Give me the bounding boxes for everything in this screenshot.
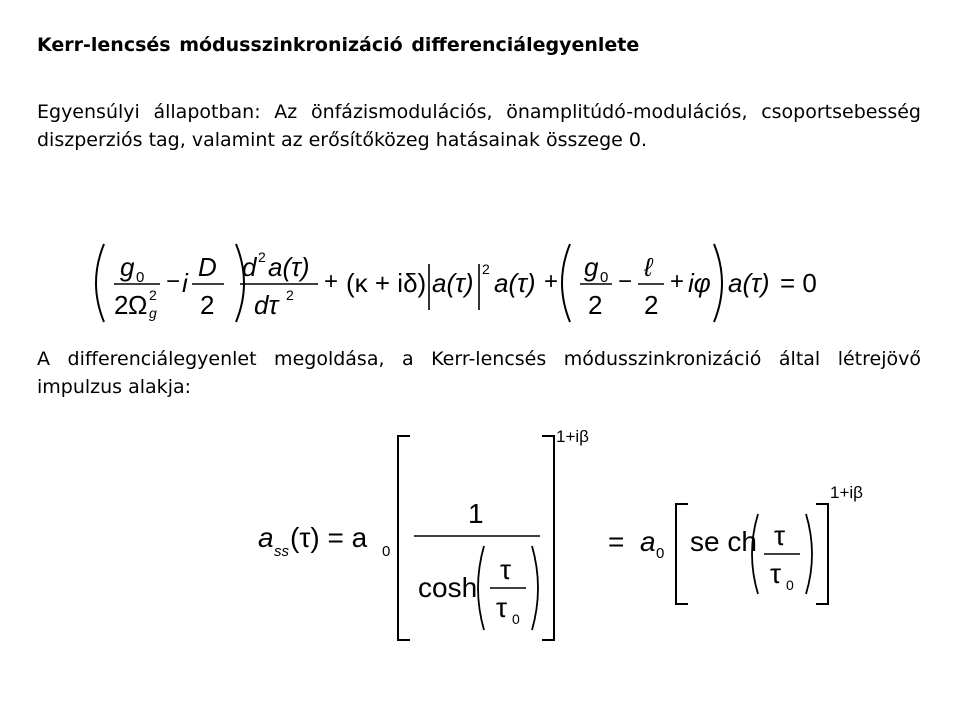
eq1-plus3: +	[670, 268, 685, 295]
eq2-cosh: cosh	[418, 572, 478, 603]
eq2-sech: se ch	[690, 526, 757, 557]
eq2-tau-den: τ	[496, 592, 508, 623]
eq1-D: D	[198, 252, 217, 282]
paragraph-equilibrium: Egyensúlyi állapotban: Az önfázismodulációs, önamplitúdó-modulációs, csoportsebesség diszperziós tag, valamint az erősítőközeg hatásainak összege 0.	[37, 101, 921, 151]
eq2-exp1: 1+iβ	[556, 427, 589, 446]
eq1-g0: g	[120, 252, 135, 282]
eq1-g0-sub: 0	[136, 269, 145, 286]
eq2-equals: =	[608, 526, 625, 557]
eq1-a-tau2: a(τ)	[494, 268, 536, 298]
eq2-lhs-sub: ss	[274, 543, 289, 560]
eq1-equals: = 0	[780, 268, 817, 298]
solution-equation	[258, 428, 878, 648]
eq1-two3: 2	[644, 290, 659, 320]
eq1-i-phi: iφ	[688, 268, 711, 298]
slide-title: Kerr-lencsés módusszinkronizáció differenciálegyenlete	[37, 34, 640, 56]
eq1-abs-sup: 2	[482, 261, 490, 277]
eq2-one: 1	[468, 498, 484, 529]
eq1-two1: 2	[200, 290, 215, 320]
eq1-minus1: −	[166, 268, 181, 295]
eq1-d: d	[242, 252, 257, 282]
eq2-tau-den2-sub: 0	[786, 577, 794, 593]
eq1-omega-sup: 2	[149, 287, 157, 303]
eq1-plus2: +	[544, 268, 559, 295]
eq2-tau-num: τ	[500, 554, 512, 585]
eq2-tau-den-sub: 0	[512, 611, 520, 627]
eq2-a0: a	[640, 526, 656, 557]
eq1-ell: ℓ	[644, 252, 653, 282]
eq2-tau-num2: τ	[774, 520, 786, 551]
eq2-tau-den2: τ	[770, 558, 782, 589]
eq2-exp2: 1+iβ	[830, 483, 863, 502]
eq1-g0b-sub: 0	[600, 269, 609, 286]
eq1-omega: Ω	[128, 290, 148, 320]
differential-equation	[86, 240, 826, 326]
eq1-plus1: +	[324, 268, 339, 295]
eq1-g0b: g	[584, 252, 599, 282]
eq1-two2: 2	[588, 290, 603, 320]
eq2-lhs-a: a	[258, 522, 274, 553]
eq2-lhs-a0-sub: 0	[382, 543, 391, 560]
eq1-dtau-sup: 2	[286, 287, 294, 303]
eq2-a0-sub: 0	[656, 545, 665, 562]
paragraph-solution: A differenciálegyenlet megoldása, a Kerr-lencsés módusszinkronizáció által létrejövő impulzus alakja:	[37, 348, 921, 398]
eq1-a-tau: a(τ)	[268, 252, 310, 282]
eq1-i1: i	[182, 268, 188, 298]
eq1-den-2: 2	[114, 290, 129, 320]
eq1-dtau: dτ	[254, 290, 279, 320]
eq2-lhs-tau: (τ) = a	[290, 522, 368, 553]
eq1-abs-a: a(τ)	[432, 268, 474, 298]
eq1-minus2: −	[618, 268, 633, 295]
eq1-d-sup: 2	[258, 249, 266, 265]
eq1-a-tau3: a(τ)	[728, 268, 770, 298]
eq1-kappa-term: (κ + iδ)	[346, 268, 427, 298]
eq1-omega-sub: g	[149, 305, 157, 321]
